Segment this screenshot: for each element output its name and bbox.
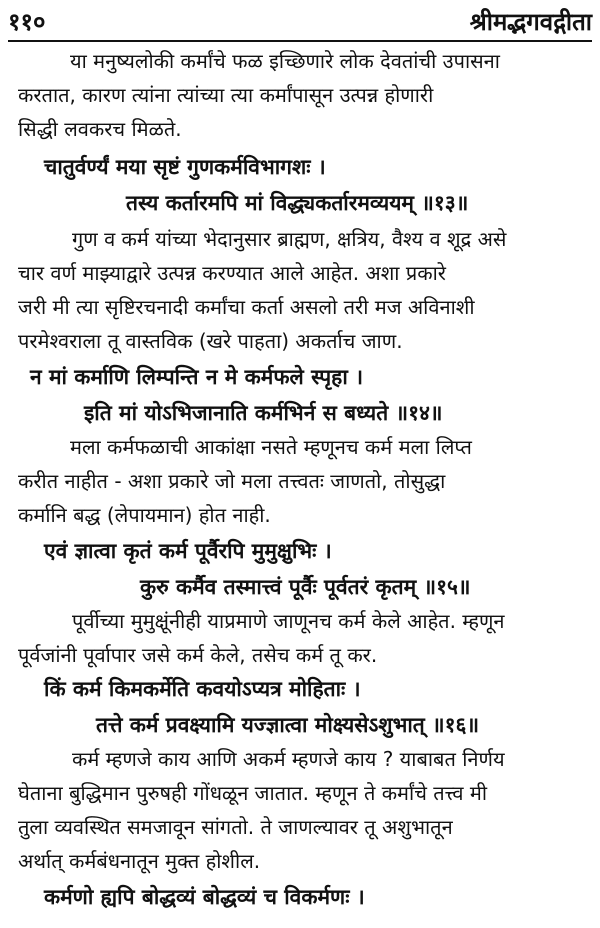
prose-line: परमेश्वराला तू वास्तविक (खरे पाहता) अकर्ताच जाण. — [18, 329, 403, 353]
page-number: ११० — [8, 8, 46, 36]
verse-line: न मां कर्माणि लिम्पन्ति न मे कर्मफले स्पृहा । — [30, 365, 364, 389]
verse-line: कर्मणो ह्यपि बोद्धव्यं बोद्धव्यं च विकर्मणः । — [44, 885, 365, 909]
verse-line: किं कर्म किमकर्मेति कवयोऽप्यत्र मोहिताः । — [44, 677, 361, 701]
prose-line: कर्म म्हणजे काय आणि अकर्म म्हणजे काय ? याबाबत निर्णय — [72, 747, 505, 771]
prose-line: करतात, कारण त्यांना त्यांच्या त्या कर्मांपासून उत्पन्न होणारी — [18, 83, 434, 107]
prose-line: पूर्वीच्या मुमुक्षूंनीही याप्रमाणे जाणूनच कर्म केले आहेत. म्हणून — [72, 609, 505, 633]
running-title: श्रीमद्भगवद्गीता — [469, 8, 592, 36]
prose-line: करीत नाहीत - अशा प्रकारे जो मला तत्त्वतः जाणतो, तोसुद्धा — [18, 469, 446, 493]
prose-line: घेताना बुद्धिमान पुरुषही गोंधळून जातात. म्हणून ते कर्मांचे तत्त्व मी — [18, 781, 487, 805]
verse-line: तत्ते कर्म प्रवक्ष्यामि यज्ज्ञात्वा मोक्ष्यसेऽशुभात् ॥१६॥ — [96, 713, 480, 737]
page-header — [8, 6, 592, 42]
verse-line: एवं ज्ञात्वा कृतं कर्म पूर्वैरपि मुमुक्षुभिः । — [44, 539, 332, 563]
prose-line: अर्थात् कर्मबंधनातून मुक्त होशील. — [18, 849, 261, 873]
prose-line: गुण व कर्म यांच्या भेदानुसार ब्राह्मण, क्षत्रिय, वैश्य व शूद्र असे — [72, 227, 507, 251]
prose-line: तुला व्यवस्थित समजावून सांगतो. ते जाणल्यावर तू अशुभातून — [18, 815, 453, 839]
prose-line: कर्मानि बद्ध (लेपायमान) होत नाही. — [18, 503, 271, 527]
verse-line: कुरु कर्मैव तस्मात्त्वं पूर्वैः पूर्वतरं कृतम् ॥१५॥ — [140, 575, 471, 599]
prose-line: जरी मी त्या सृष्टिरचनादी कर्मांचा कर्ता असलो तरी मज अविनाशी — [18, 295, 475, 319]
prose-line: या मनुष्यलोकी कर्मांचे फळ इच्छिणारे लोक देवतांची उपासना — [70, 49, 500, 73]
prose-line: मला कर्मफळाची आकांक्षा नसते म्हणूनच कर्म मला लिप्त — [70, 435, 472, 459]
verse-line: चातुर्वर्ण्यं मया सृष्टं गुणकर्मविभागशः । — [44, 155, 326, 179]
prose-line: पूर्वजांनी पूर्वापार जसे कर्म केले, तसेच कर्म तू कर. — [18, 643, 378, 667]
prose-line: सिद्धी लवकरच मिळते. — [18, 117, 182, 141]
prose-line: चार वर्ण माझ्याद्वारे उत्पन्न करण्यात आले आहेत. अशा प्रकारे — [18, 261, 446, 285]
verse-line: तस्य कर्तारमपि मां विद्ध्यकर्तारमव्ययम् ॥१३॥ — [126, 191, 469, 215]
verse-line: इति मां योऽभिजानाति कर्मभिर्न स बध्यते ॥१४॥ — [84, 401, 443, 425]
